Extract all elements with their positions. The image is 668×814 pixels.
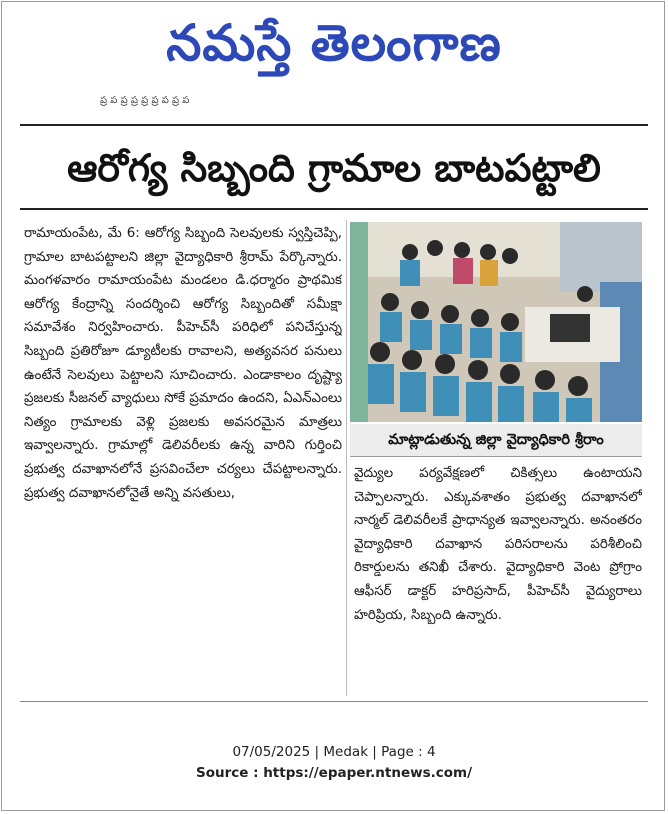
headline-rule: [20, 208, 648, 210]
bottom-rule: [20, 701, 648, 702]
source-line: Source : https://epaper.ntnews.com/: [195, 765, 473, 781]
left-column-text: రామాయంపేట, మే 6: ఆరోగ్య సిబ్బంది సెలవులకు స్వస్తిచెప్పి, గ్రామాల బాటపట్టాలని జిల్లా వైద్యాధికారి శ్రీరామ్ పేర్కొన్నారు. మంగళవారం రామాయంపేట మండలం డి.ధర్మారం ప్రాథమిక ఆరోగ్య కేంద్రాన్ని సందర్శించి ఆరోగ్య సిబ్బందితో సమీక్షా సమావేశం నిర్వహించారు. పీహెచ్‌సీ పరిధిలో పనిచేస్తున్న సిబ్బంది ప్రతిరోజూ డ్యూటీలకు రావాలని, అత్యవసర పనులు ఉంటేనే సెలవులు పెట్టాలని సూచించారు. ఎండాకాలం దృష్ట్యా ప్రజలకు సీజనల్ వ్యాధులు సోకే ప్రమాదం ఉందని, ఏఎన్ఎంలు నిత్యం గ్రామాలకు వెళ్లి ప్రజలకు అవసరమైన మాత్రలు ఇవ్వాలన్నారు. గ్రామాల్లో డెలివరీలకు ఉన్న వారిని గుర్తించి ప్రభుత్వ దవాఖానలోనే ప్రసవించేలా చర్యలు చేపట్టాలన్నారు. ప్రభుత్వ దవాఖానలోనైతే అన్ని వసతులు,: [24, 226, 342, 501]
article-headline: ఆరోగ్య సిబ్బంది గ్రామాల బాటపట్టాలి: [67, 146, 601, 190]
cut-text-strip: ప్ర ప ప్ర ప్ర ప్ర ప్ర ప ప్ర ప: [100, 96, 190, 106]
newspaper-masthead: నమస్తే తెలంగాణ: [166, 14, 502, 72]
page-footer: [0, 742, 668, 784]
article-right-column: [354, 462, 642, 694]
edition-info: 07/05/2025 | Medak | Page : 4: [232, 744, 436, 760]
photo-illustration: [350, 222, 642, 422]
top-rule: [20, 124, 648, 126]
right-column-text: వైద్యుల పర్యవేక్షణలో చికిత్సలు ఉంటాయని చెప్పాలన్నారు. ఎక్కువశాతం ప్రభుత్వ దవాఖానలో నార్మల్ డెలివరీలకే ప్రాధాన్యత ఇవ్వాలన్నారు. అనంతరం వైద్యాధికారి దవాఖాన పరిసరాలను పరిశీలించి రికార్డులను తనిఖీ చేశారు. వైద్యాధికారి వెంట ప్రోగ్రాం ఆఫీసర్ డాక్టర్ హరిప్రసాద్, పీహెచ్‌సీ వైద్యురాలు హరిప్రియ, సిబ్బంది ఉన్నారు.: [354, 466, 642, 623]
article-left-column: [24, 222, 342, 696]
photo-caption: మాట్లాడుతున్న జిల్లా వైద్యాధికారి శ్రీరాం: [350, 424, 642, 457]
article-photo: [350, 222, 642, 422]
column-divider: [346, 220, 347, 696]
